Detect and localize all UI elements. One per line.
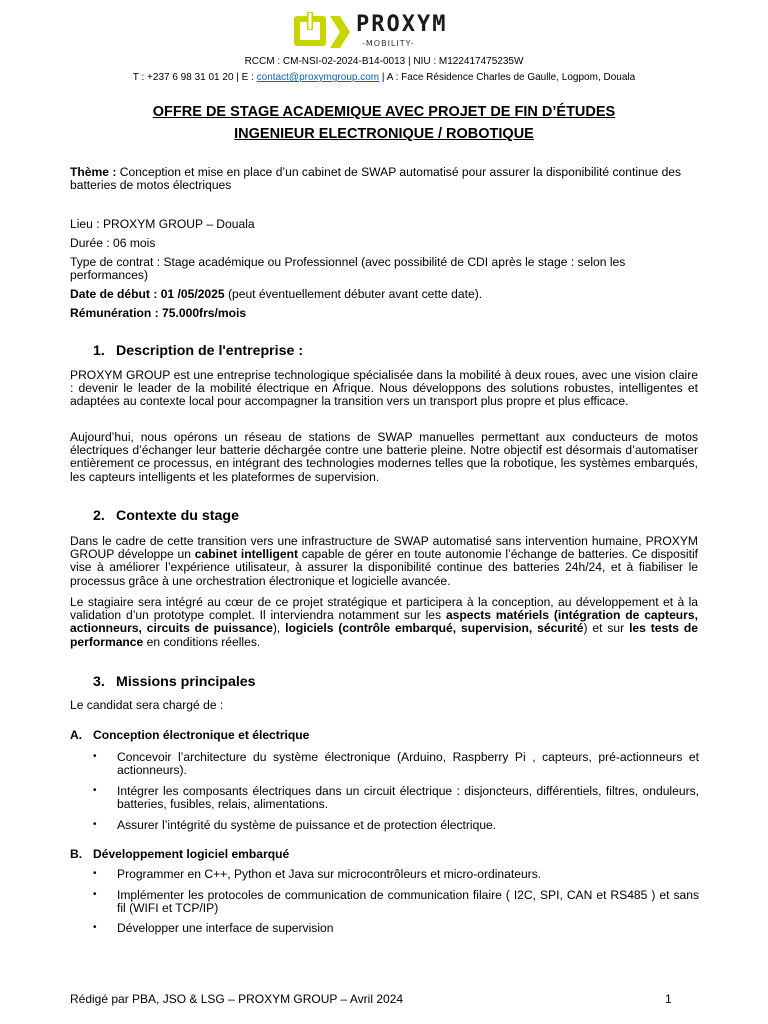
theme-label: Thème : xyxy=(70,165,117,179)
page-footer: Rédigé par PBA, JSO & LSG – PROXYM GROUP – Avril 2024 xyxy=(70,992,404,1006)
bullet-icon: • xyxy=(93,785,97,796)
text-run: Dans le cadre de cette transition vers une infrastructure de SWAP automatisé sans intervention humaine, PROXYM GROUP développe un xyxy=(70,534,698,562)
subsection-heading-software xyxy=(70,847,289,861)
page-number: 1 xyxy=(665,992,672,1006)
text-run-bold: logiciels (contrôle embarqué, supervision, sécurité xyxy=(285,621,584,636)
section-number: 2. xyxy=(93,508,105,524)
start-date-label: Date de début : 01 /05/2025 xyxy=(70,287,225,301)
bullet-icon: • xyxy=(93,922,97,933)
context-paragraph-2 xyxy=(70,596,698,649)
subsection-title: Développement logiciel embarqué xyxy=(93,847,290,861)
contact-email-link[interactable]: contact@proxymgroup.com xyxy=(256,72,380,83)
contact-address: | A : Face Résidence Charles de Gaulle, Logpom, Douala xyxy=(379,72,636,83)
section-heading-missions xyxy=(93,674,256,690)
section-number: 1. xyxy=(93,343,105,359)
subsection-heading-electronics xyxy=(70,728,309,742)
context-paragraph-1 xyxy=(70,535,698,588)
section-title: Missions principales xyxy=(116,674,256,690)
contact-line xyxy=(0,72,768,83)
section-heading-context xyxy=(93,508,239,524)
salary-line: Rémunération : 75.000frs/mois xyxy=(70,306,247,320)
duration-line: Durée : 06 mois xyxy=(70,236,156,250)
bullet-icon: • xyxy=(93,751,97,762)
bullet-icon: • xyxy=(93,889,97,900)
company-paragraph-1: PROXYM GROUP est une entreprise technologique spécialisée dans la mobilité à deux roues, avec une vision claire : devenir le leader de la mobilité électrique en Afrique. Nous développons des solutions robustes, intelligentes et adaptées au contexte local pour accompagner la transition vers un transport plus propre et plus efficace. xyxy=(70,368,698,409)
section-heading-company xyxy=(93,343,303,359)
start-date-text: (peut éventuellement débuter avant cette date). xyxy=(224,287,483,301)
list-item: Assurer l’intégrité du système de puissance et de protection électrique. xyxy=(117,818,497,832)
list-item: Concevoir l’architecture du système électronique (Arduino, Raspberry Pi , capteurs, pré-actionneurs et actionneurs). xyxy=(117,750,699,778)
section-number: 3. xyxy=(93,674,105,690)
section-title: Description de l'entreprise : xyxy=(116,343,304,359)
logo-subtitle: -MOBILITY- xyxy=(362,39,415,48)
registration-line: RCCM : CM-NSI-02-2024-B14-0013 | NIU : M122417475235W xyxy=(244,56,524,67)
contract-line: Type de contrat : Stage académique ou Professionnel (avec possibilité de CDI après le stage : selon les performances) xyxy=(70,255,626,283)
company-logo xyxy=(292,10,482,52)
logo-wordmark: PROXYM xyxy=(356,12,448,37)
power-icon xyxy=(292,12,328,48)
text-run: capable de gérer en toute autonomie l’échange de batteries. Ce dispositif vise à améliorer l’expérience utilisateur, à assurer la disponibilité continue des batteries 24h/24, et à fiabiliser le processus grâce à une orchestration électronique et logicielle avancée. xyxy=(70,547,698,588)
company-paragraph-2: Aujourd’hui, nous opérons un réseau de stations de SWAP manuelles permettant aux conducteurs de motos électriques d’échanger leur batterie déchargée contre une batterie pleine. Notre objectif est désormais d’automatiser entièrement ce processus, en intégrant des technologies modernes telles que la robotique, les systèmes embarqués, les capteurs intelligents et les plateformes de supervision. xyxy=(70,430,698,484)
text-run: ) et sur xyxy=(583,621,630,636)
text-run: en conditions réelles. xyxy=(143,634,261,649)
subsection-letter: A. xyxy=(70,728,83,742)
text-run-bold: aspects matériels (intégration de capteurs, actionneurs, circuits de puissance xyxy=(70,608,698,636)
list-item: Programmer en C++, Python et Java sur microcontrôleurs et micro-ordinateurs. xyxy=(117,867,542,881)
start-date-line xyxy=(70,288,698,301)
text-run: Le stagiaire sera intégré au cœur de ce projet stratégique et participera à la conception, au développement et à la validation d’un prototype complet. Il interviendra notamment sur les xyxy=(70,595,698,623)
theme-paragraph xyxy=(70,166,698,192)
list-item: Développer une interface de supervision xyxy=(117,921,334,935)
contact-phone: T : +237 6 98 31 01 20 | E : xyxy=(132,72,257,83)
text-run-bold: cabinet intelligent xyxy=(194,547,298,562)
list-item: Implémenter les protocoles de communication de communication filaire ( I2C, SPI, CAN et RS485 ) et sans fil (WIFI et TCP/IP) xyxy=(117,888,699,916)
text-run: ), xyxy=(272,621,286,636)
missions-intro: Le candidat sera chargé de : xyxy=(70,698,224,712)
bullet-icon: • xyxy=(93,868,97,879)
list-item: Intégrer les composants électriques dans un circuit électrique : disjoncteurs, différentiels, filtres, onduleurs, batteries, fusibles, relais, alimentations. xyxy=(117,784,699,812)
text-run-bold: les tests de performance xyxy=(70,621,698,649)
bullet-icon: • xyxy=(93,819,97,830)
location-line: Lieu : PROXYM GROUP – Douala xyxy=(70,217,255,231)
page-subtitle: INGENIEUR ELECTRONIQUE / ROBOTIQUE xyxy=(234,126,534,142)
section-title: Contexte du stage xyxy=(116,508,239,524)
subsection-letter: B. xyxy=(70,847,83,861)
page-title: OFFRE DE STAGE ACADEMIQUE AVEC PROJET DE FIN D’ÉTUDES xyxy=(152,104,616,120)
chevron-right-icon xyxy=(330,16,350,48)
subsection-title: Conception électronique et électrique xyxy=(93,728,310,742)
theme-text: Conception et mise en place d’un cabinet de SWAP automatisé pour assurer la disponibilité continue des batteries de motos électriques xyxy=(70,165,682,193)
